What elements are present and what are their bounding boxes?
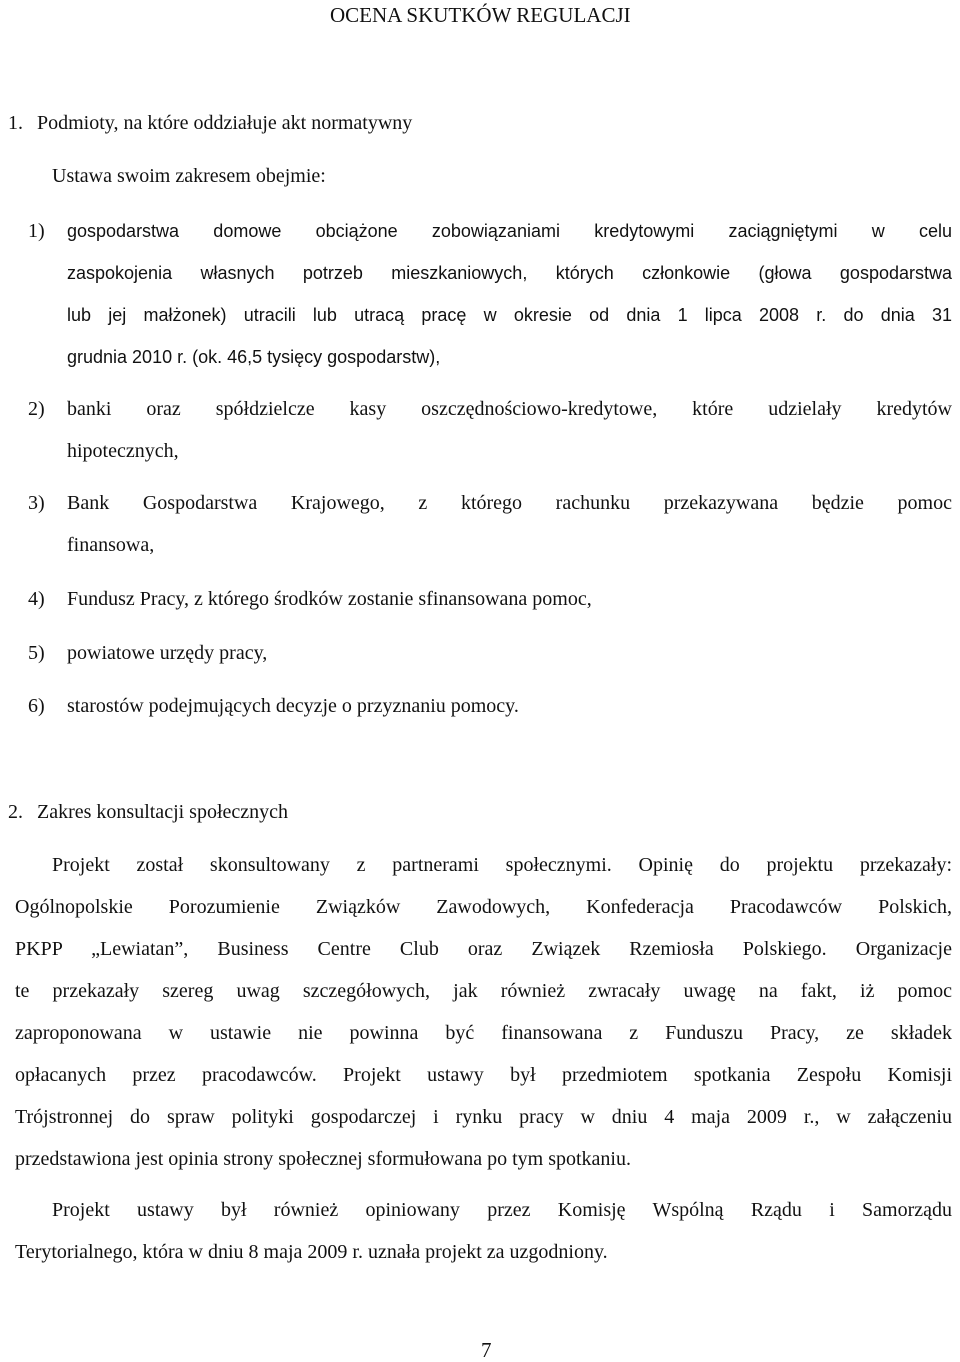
list-item-4 <box>28 578 952 620</box>
list-item-1 <box>28 210 952 378</box>
list-item-number: 4) <box>28 588 45 610</box>
section-1-intro: Ustawa swoim zakresem obejmie: <box>52 165 326 187</box>
list-item-line: starostów podejmujących decyzje o przyznaniu pomocy. <box>67 695 519 717</box>
paragraph-line: Projekt został skonsultowany z partnerami społecznymi. Opinię do projektu przekazały: <box>52 854 952 876</box>
paragraph-2 <box>15 1189 952 1273</box>
list-item-number: 6) <box>28 695 45 717</box>
list-item-line: Bank Gospodarstwa Krajowego, z którego rachunku przekazywana będzie pomoc <box>67 492 952 514</box>
paragraph-line: te przekazały szereg uwag szczegółowych, jak również zwracały uwagę na fakt, iż pomoc <box>15 980 952 1002</box>
list-item-line: powiatowe urzędy pracy, <box>67 642 268 664</box>
section-heading-text: Podmioty, na które oddziałuje akt normatywny <box>37 112 413 134</box>
paragraph-line: Trójstronnej do spraw polityki gospodarczej i rynku pracy w dniu 4 maja 2009 r., w załączeniu <box>15 1106 952 1128</box>
list-item-line: hipotecznych, <box>67 440 179 462</box>
section-number: 1. <box>8 112 23 134</box>
page-number: 7 <box>481 1338 492 1362</box>
list-item-number: 1) <box>28 220 45 242</box>
paragraph-line: Ogólnopolskie Porozumienie Związków Zawodowych, Konfederacja Pracodawców Polskich, <box>15 896 952 918</box>
list-item-3 <box>28 482 952 566</box>
list-item-number: 3) <box>28 492 45 514</box>
list-item-line: Fundusz Pracy, z którego środków zostanie sfinansowana pomoc, <box>67 588 592 610</box>
section-heading-text: Zakres konsultacji społecznych <box>37 801 289 823</box>
list-item-line: lub jej małżonek) utracili lub utracą pracę w okresie od dnia 1 lipca 2008 r. do dnia 31 <box>67 305 952 325</box>
list-item-5 <box>28 632 952 674</box>
paragraph-line: przedstawiona jest opinia strony społecznej sformułowana po tym spotkaniu. <box>15 1148 631 1170</box>
list-item-line: banki oraz spółdzielcze kasy oszczędnościowo-kredytowe, które udzielały kredytów <box>67 398 952 420</box>
paragraph-line: Terytorialnego, która w dniu 8 maja 2009 r. uznała projekt za uzgodniony. <box>15 1241 608 1263</box>
paragraph-1 <box>15 844 952 1180</box>
list-item-number: 2) <box>28 398 45 420</box>
paragraph-line: PKPP „Lewiatan”, Business Centre Club oraz Związek Rzemiosła Polskiego. Organizacje <box>15 938 952 960</box>
list-item-line: zaspokojenia własnych potrzeb mieszkaniowych, których członkowie (głowa gospodarstwa <box>67 263 952 283</box>
paragraph-line: opłacanych przez pracodawców. Projekt ustawy był przedmiotem spotkania Zespołu Komisji <box>15 1064 952 1086</box>
list-item-2 <box>28 388 952 472</box>
paragraph-line: Projekt ustawy był również opiniowany przez Komisję Wspólną Rządu i Samorządu <box>52 1199 952 1221</box>
section-1-heading <box>8 102 952 144</box>
document-title: OCENA SKUTKÓW REGULACJI <box>330 3 631 27</box>
section-2-heading <box>8 791 952 833</box>
list-item-line: finansowa, <box>67 534 155 556</box>
section-number: 2. <box>8 801 23 823</box>
list-item-line: grudnia 2010 r. (ok. 46,5 tysięcy gospodarstw), <box>67 347 441 367</box>
list-item-number: 5) <box>28 642 45 664</box>
list-item-line: gospodarstwa domowe obciążone zobowiązaniami kredytowymi zaciągniętymi w celu <box>67 221 952 241</box>
list-item-6 <box>28 685 952 727</box>
paragraph-line: zaproponowana w ustawie nie powinna być finansowana z Funduszu Pracy, ze składek <box>15 1022 952 1044</box>
